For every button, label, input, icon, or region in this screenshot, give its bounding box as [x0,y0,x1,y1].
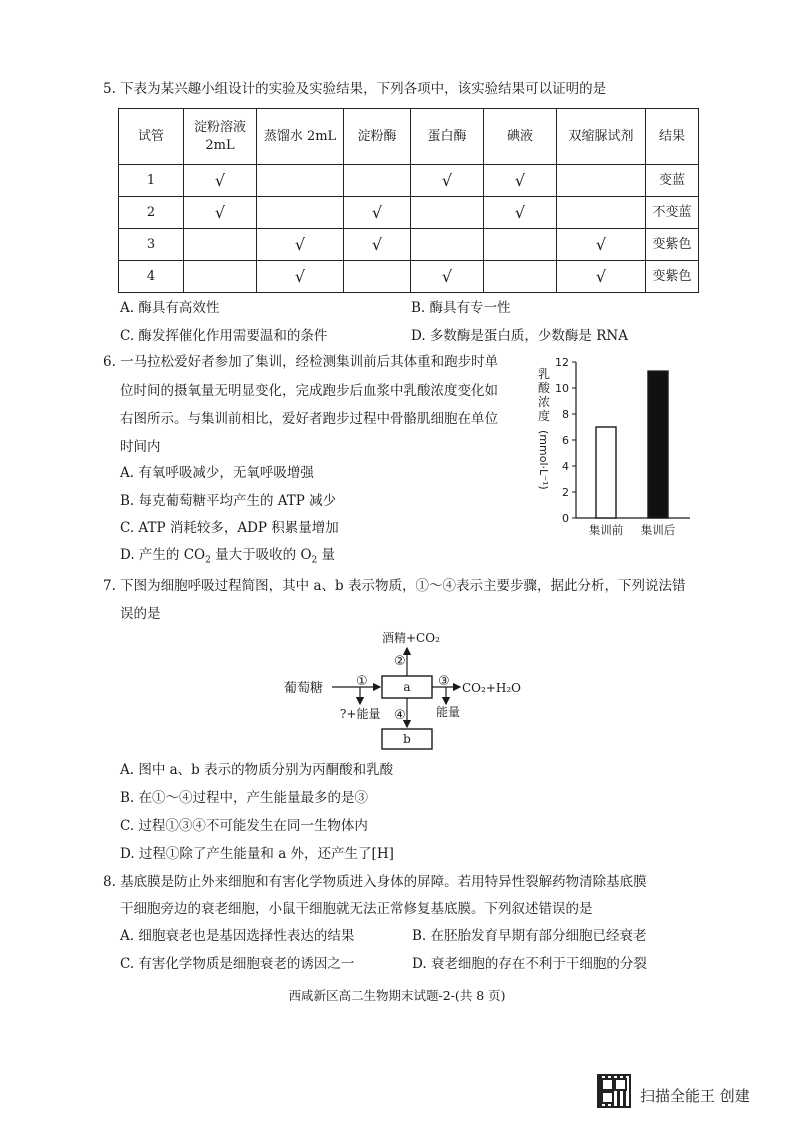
th-biuret: 双缩脲试剂 [557,109,646,165]
chart-y-label-char: 浓 [537,395,551,409]
chart-y-tick-label: 0 [562,512,569,525]
step-3-label: ③ [438,674,450,689]
table-cell [257,197,344,229]
table-cell: √ [184,197,257,229]
table-row [119,229,699,261]
table-header-row [119,109,699,165]
table-row [119,261,699,293]
q5-option-b: B. 酶具有专一性 [411,300,511,316]
chart-y-label-char: 酸 [537,381,551,395]
glucose-label: 葡萄糖 [284,681,324,696]
q8-option-a: A. 细胞衰老也是基因选择性表达的结果 [120,928,355,944]
chart-y-axis-label [537,367,551,490]
table-cell [257,165,344,197]
q6-stem-line-1: 6. 一马拉松爱好者参加了集训，经检测集训前后其体重和跑步时单 [103,354,499,370]
q5-stem: 5. 下表为某兴趣小组设计的实验及实验结果，下列各项中，该实验结果可以证明的是 [103,81,607,97]
table-cell: √ [257,229,344,261]
q6-option-d-post: 量 [317,547,336,563]
co2-h2o-label: CO₂+H₂O [462,681,521,695]
q5-option-c: C. 酶发挥催化作用需要温和的条件 [120,328,328,344]
box-b-label: b [403,732,411,746]
th-protease: 蛋白酶 [411,109,484,165]
table-cell [557,197,646,229]
chart-x-tick-label: 集训前 [588,523,624,537]
chart-y-tick-label: 8 [562,408,569,421]
table-cell: 4 [119,261,184,293]
chart-y-tick-label: 2 [562,486,569,499]
table-cell: √ [484,197,557,229]
chart-y-label-char: 乳 [537,367,551,381]
th-starch: 淀粉溶液 2mL [184,109,257,165]
q6-option-d [120,545,335,571]
step-1-label: ① [356,674,368,689]
th-water: 蒸馏水 2mL [257,109,344,165]
q6-stem-line-2: 位时间的摄氧量无明显变化，完成跑步后血浆中乳酸浓度变化如 [120,383,498,399]
chart-y-label-char: 度 [537,409,551,423]
chart-y-tick-label: 12 [555,356,569,369]
table-cell: √ [411,165,484,197]
box-a-label: a [403,680,411,694]
th-result: 结果 [646,109,699,165]
q6-option-d-sub2: 2 [311,555,318,566]
table-cell [411,229,484,261]
table-cell: √ [557,261,646,293]
table-cell [344,165,411,197]
table-cell [184,229,257,261]
table-cell: √ [344,229,411,261]
table-cell: √ [257,261,344,293]
step-4-label: ④ [394,708,406,723]
q6-option-c: C. ATP 消耗较多，ADP 积累量增加 [120,520,339,536]
qr-code-icon [597,1074,631,1108]
q5-option-a: A. 酶具有高效性 [120,300,220,316]
respiration-diagram [270,628,530,752]
table-cell: √ [411,261,484,293]
table-cell [557,165,646,197]
table-cell: 变紫色 [646,229,699,261]
chart-x-tick-label: 集训后 [640,523,676,537]
q6-option-a: A. 有氧呼吸减少，无氧呼吸增强 [120,465,314,481]
energy-3-label: 能量 [436,705,461,719]
q8-option-b: B. 在胚胎发育早期有部分细胞已经衰老 [412,928,647,944]
q7-stem-line-2: 误的是 [120,606,161,622]
experiment-table [118,108,699,293]
table-cell: √ [484,165,557,197]
chart-y-tick-label: 6 [562,434,569,447]
q6-option-d-mid: 量大于吸收的 O [210,547,312,563]
scanner-label: 扫描全能王 创建 [640,1087,750,1105]
table-row [119,197,699,229]
table-cell: √ [344,197,411,229]
chart-y-label-unit: (mmol·L⁻¹) [537,430,550,490]
table-cell [184,261,257,293]
q7-option-c: C. 过程①③④不可能发生在同一生物体内 [120,818,368,834]
table-cell: 2 [119,197,184,229]
q8-stem-line-2: 干细胞旁边的衰老细胞，小鼠干细胞就无法正常修复基底膜。下列叙述错误的是 [120,901,593,917]
q6-stem-line-3: 右图所示。与集训前相比，爱好者跑步过程中骨骼肌细胞在单位 [120,411,498,427]
table-cell: 变紫色 [646,261,699,293]
table-cell [344,261,411,293]
table-cell: 不变蓝 [646,197,699,229]
q6-option-d-pre: D. 产生的 CO [120,547,206,563]
q8-option-d: D. 衰老细胞的存在不利于干细胞的分裂 [412,956,647,972]
q8-option-c: C. 有害化学物质是细胞衰老的诱因之一 [120,956,355,972]
th-tube: 试管 [119,109,184,165]
q6-stem-line-4: 时间内 [120,439,161,455]
page-footer: 西咸新区高二生物期末试题-2-(共 8 页) [288,988,506,1003]
chart-y-tick-label: 4 [562,460,569,473]
q7-option-b: B. 在①～④过程中，产生能量最多的是③ [120,790,369,806]
q6-option-d-sub1: 2 [205,555,211,566]
q6-option-b: B. 每克葡萄糖平均产生的 ATP 减少 [120,493,337,509]
lactate-bar-chart [530,352,700,542]
table-row [119,165,699,197]
step-2-label: ② [394,654,406,669]
table-cell: 1 [119,165,184,197]
chart-bar [648,371,668,518]
chart-y-tick-label: 10 [555,382,569,395]
q7-option-d: D. 过程①除了产生能量和 a 外，还产生了[H] [120,846,394,862]
alcohol-co2-label: 酒精+CO₂ [382,631,440,645]
table-cell [484,229,557,261]
q7-option-a: A. 图中 a、b 表示的物质分别为丙酮酸和乳酸 [120,762,394,778]
q8-stem-line-1: 8. 基底膜是防止外来细胞和有害化学物质进入身体的屏障。若用特异性裂解药物清除基底膜 [103,874,647,890]
table-cell: √ [557,229,646,261]
table-cell: √ [184,165,257,197]
table-cell [484,261,557,293]
table-cell: 变蓝 [646,165,699,197]
th-amylase: 淀粉酶 [344,109,411,165]
table-cell: 3 [119,229,184,261]
q5-option-d: D. 多数酶是蛋白质，少数酶是 RNA [411,328,628,344]
chart-bar [596,427,616,518]
table-cell [411,197,484,229]
energy-1-label: ?+能量 [340,707,381,721]
q7-stem-line-1: 7. 下图为细胞呼吸过程简图，其中 a、b 表示物质，①～④表示主要步骤，据此分析，下列说法错 [103,578,686,594]
th-iodine: 碘液 [484,109,557,165]
